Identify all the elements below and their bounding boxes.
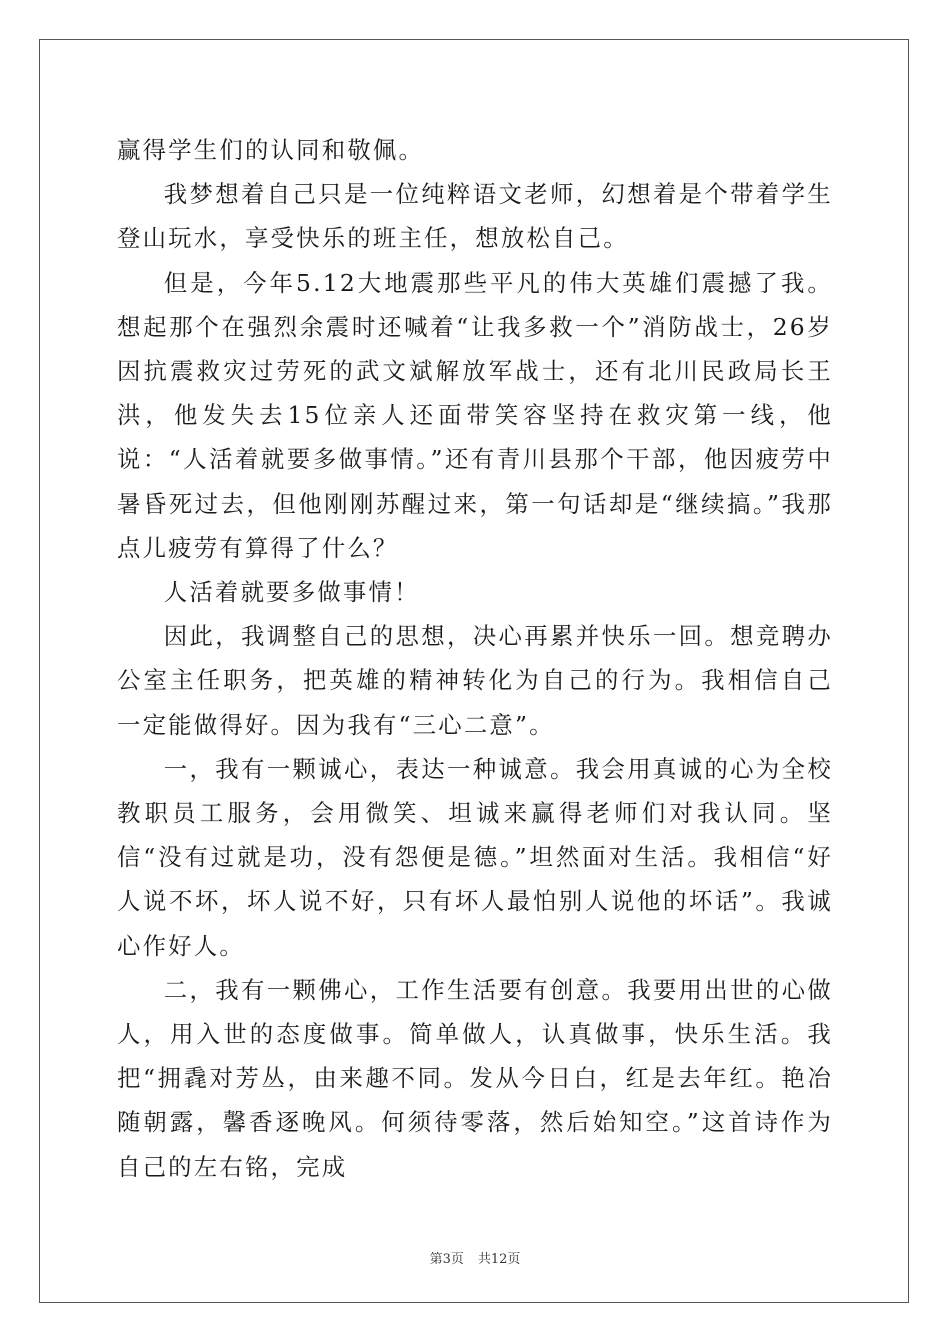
paragraph: 因此，我调整自己的思想，决心再累并快乐一回。想竞聘办公室主任职务，把英雄的精神转化为自己的行为。我相信自己一定能做得好。因为我有“三心二意”。 xyxy=(117,622,833,739)
total-pages: 共12页 xyxy=(477,1252,521,1267)
paragraph: 但是，今年5.12大地震那些平凡的伟大英雄们震撼了我。想起那个在强烈余震时还喊着“让我多救一个”消防战士，26岁因抗震救灾过劳死的武文斌解放军战士，还有北川民政局长王洪，他发失去15位亲人还面带笑容坚持在救灾第一线，他说：“人活着就要多做事情。”还有青川县那个干部，他因疲劳中暑昏死过去，但他刚刚苏醒过来，第一句话却是“继续搞。”我那点儿疲劳有算得了什么？ xyxy=(117,268,833,562)
document-body xyxy=(117,128,833,1189)
paragraph: 二，我有一颗佛心，工作生活要有创意。我要用出世的心做人，用入世的态度做事。简单做人，认真做事，快乐生活。我把“拥毳对芳丛，由来趣不同。发从今日白，红是去年红。艳冶随朝露，馨香逐晚风。何须待零落，然后始知空。”这首诗作为自己的左右铭，完成 xyxy=(117,975,833,1181)
paragraph: 人活着就要多做事情！ xyxy=(163,578,420,607)
current-page-number: 第3页 xyxy=(429,1252,464,1267)
page-footer xyxy=(0,1248,950,1267)
paragraph: 一，我有一颗诚心，表达一种诚意。我会用真诚的心为全校教职员工服务，会用微笑、坦诚来赢得老师们对我认同。坚信“没有过就是功，没有怨便是德。”坦然面对生活。我相信“好人说不坏，坏人说不好，只有坏人最怕别人说他的坏话”。我诚心作好人。 xyxy=(117,754,833,960)
paragraph: 我梦想着自己只是一位纯粹语文老师，幻想着是个带着学生登山玩水，享受快乐的班主任，想放松自己。 xyxy=(117,180,833,253)
paragraph: 赢得学生们的认同和敬佩。 xyxy=(117,136,425,164)
